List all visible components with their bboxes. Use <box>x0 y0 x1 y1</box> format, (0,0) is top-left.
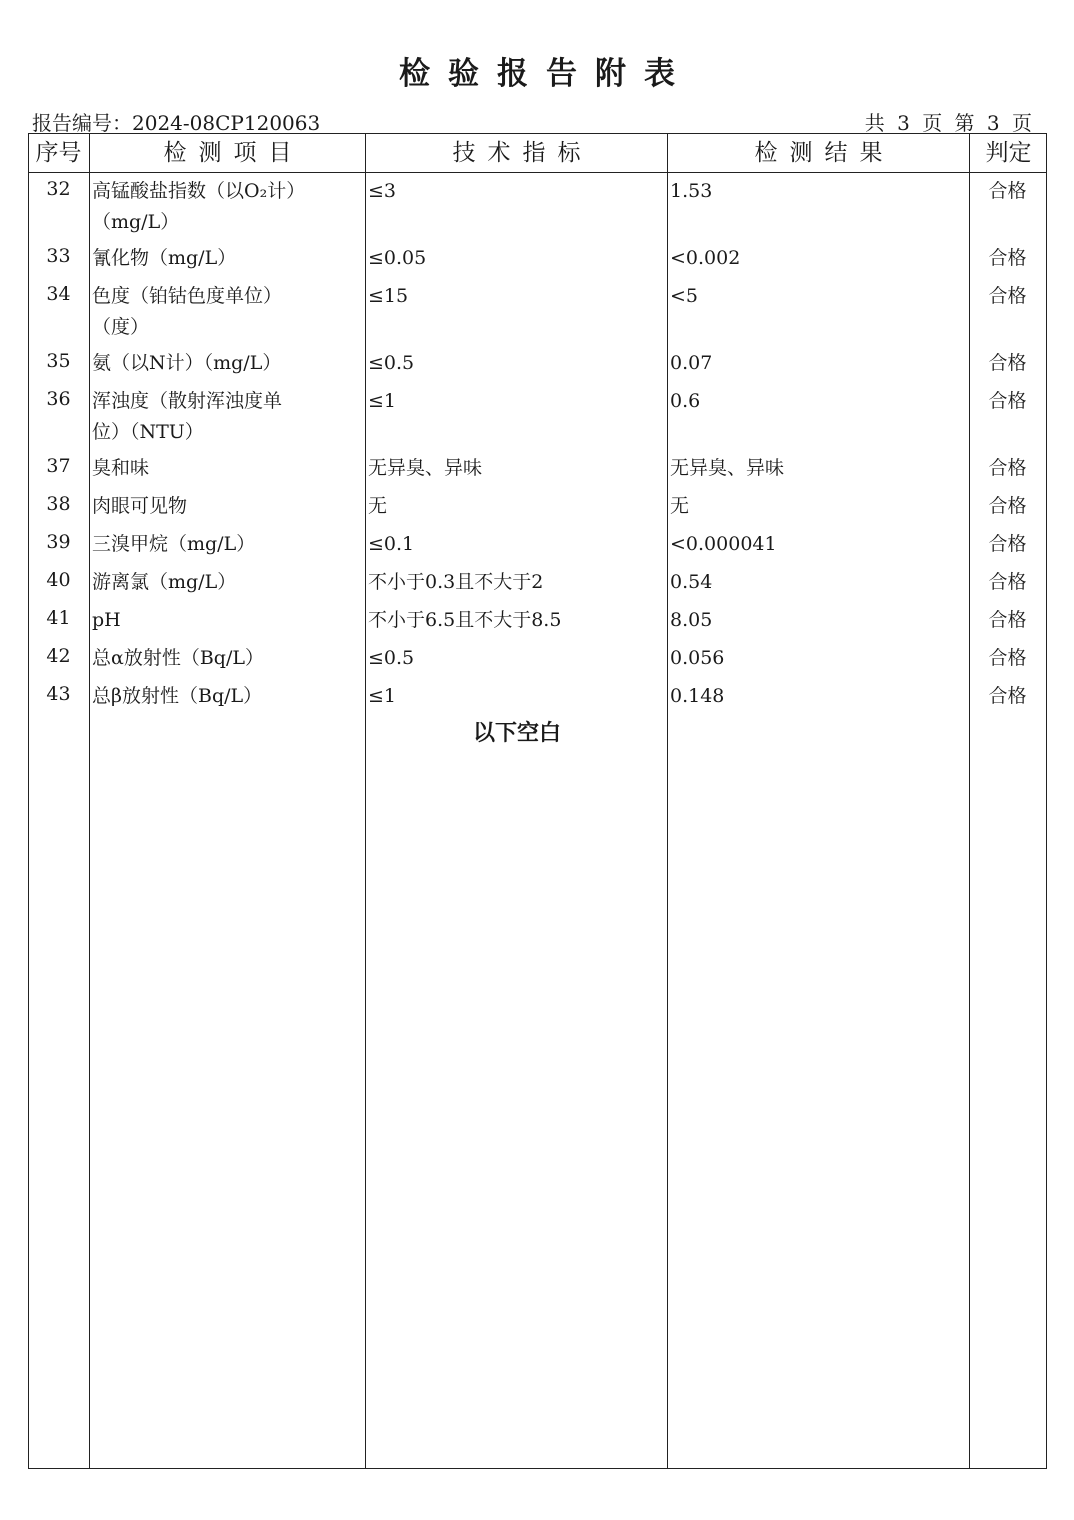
table-row <box>28 489 1047 527</box>
row-number: 35 <box>46 350 71 372</box>
test-item <box>92 643 362 674</box>
test-item <box>92 281 362 343</box>
table-row <box>28 603 1047 641</box>
test-item-line: 氨（以N计）（mg/L） <box>92 352 282 374</box>
judgement: 合格 <box>988 685 1027 707</box>
test-item-line: 色度（铂钴色度单位） <box>92 285 283 307</box>
result-value: 无异臭、异味 <box>670 457 785 479</box>
judgement: 合格 <box>988 285 1027 307</box>
standard-value: ≤1 <box>368 390 397 412</box>
row-number: 36 <box>46 388 71 410</box>
test-item-line: （mg/L） <box>92 211 180 233</box>
table-row <box>28 241 1047 279</box>
judgement: 合格 <box>988 495 1027 517</box>
test-item <box>92 681 362 712</box>
standard-value: 无 <box>368 495 388 517</box>
test-item <box>92 567 362 598</box>
standard-value: ≤15 <box>368 285 409 307</box>
row-number: 39 <box>46 531 71 553</box>
result-value: 1.53 <box>670 180 713 202</box>
table-row <box>28 641 1047 679</box>
row-number: 34 <box>46 283 71 305</box>
row-number: 42 <box>46 645 71 667</box>
header-standard: 技术指标 <box>452 140 593 166</box>
standard-value: ≤3 <box>368 180 397 202</box>
judgement: 合格 <box>988 533 1027 555</box>
judgement: 合格 <box>988 571 1027 593</box>
standard-value: 不小于0.3且不大于2 <box>368 571 544 593</box>
result-value: <0.002 <box>670 247 741 269</box>
blank-note: 以下空白 <box>472 721 561 746</box>
test-item <box>92 453 362 484</box>
test-item-line: 氰化物（mg/L） <box>92 247 237 269</box>
test-item <box>92 386 362 448</box>
test-item <box>92 243 362 274</box>
judgement: 合格 <box>988 609 1027 631</box>
result-value: 0.6 <box>670 390 701 412</box>
table-row <box>28 346 1047 384</box>
table-row <box>28 679 1047 717</box>
test-item <box>92 348 362 379</box>
row-number: 43 <box>46 683 71 705</box>
header-no: 序号 <box>35 140 82 166</box>
row-number: 40 <box>46 569 71 591</box>
table-row <box>28 451 1047 489</box>
result-value: 0.056 <box>670 647 725 669</box>
test-item-line: 位）（NTU） <box>92 421 204 443</box>
judgement: 合格 <box>988 457 1027 479</box>
standard-value: 无异臭、异味 <box>368 457 483 479</box>
standard-value: ≤1 <box>368 685 397 707</box>
result-value: 8.05 <box>670 609 713 631</box>
test-item-line: 肉眼可见物 <box>92 495 188 517</box>
page-indicator: 共 3 页 第 3 页 <box>864 111 1032 135</box>
page-title: 检验报告附表 <box>399 56 693 92</box>
test-item-line: 总α放射性（Bq/L） <box>92 647 264 669</box>
row-number: 33 <box>46 245 71 267</box>
table-row <box>28 174 1047 241</box>
table-row <box>28 565 1047 603</box>
test-item-line: 三溴甲烷（mg/L） <box>92 533 256 555</box>
test-item-line: 高锰酸盐指数（以O₂计） <box>92 180 306 202</box>
judgement: 合格 <box>988 390 1027 412</box>
test-item <box>92 491 362 522</box>
table-row <box>28 384 1047 451</box>
header-divider <box>28 172 1047 173</box>
standard-value: 不小于6.5且不大于8.5 <box>368 609 562 631</box>
table-body <box>28 174 1047 717</box>
judgement: 合格 <box>988 180 1027 202</box>
report-number: 报告编号：2024-08CP120063 <box>32 111 321 135</box>
test-item <box>92 529 362 560</box>
result-value: <0.000041 <box>670 533 777 555</box>
header-judge: 判定 <box>985 140 1032 166</box>
test-item <box>92 176 362 238</box>
table-row <box>28 527 1047 565</box>
test-item-line: pH <box>92 609 121 631</box>
test-item-line: 总β放射性（Bq/L） <box>92 685 263 707</box>
test-item-line: （度） <box>92 316 150 338</box>
judgement: 合格 <box>988 247 1027 269</box>
test-item-line: 浑浊度（散射浑浊度单 <box>92 390 283 412</box>
header-result: 检测结果 <box>754 140 895 166</box>
row-number: 32 <box>46 178 71 200</box>
standard-value: ≤0.1 <box>368 533 415 555</box>
standard-value: ≤0.05 <box>368 247 427 269</box>
result-value: 0.148 <box>670 685 725 707</box>
judgement: 合格 <box>988 647 1027 669</box>
result-value: 0.07 <box>670 352 713 374</box>
table-row <box>28 279 1047 346</box>
row-number: 38 <box>46 493 71 515</box>
header-item: 检测项目 <box>163 140 304 166</box>
row-number: 41 <box>46 607 71 629</box>
judgement: 合格 <box>988 352 1027 374</box>
test-item-line: 游离氯（mg/L） <box>92 571 237 593</box>
standard-value: ≤0.5 <box>368 647 415 669</box>
result-value: 0.54 <box>670 571 713 593</box>
standard-value: ≤0.5 <box>368 352 415 374</box>
test-item-line: 臭和味 <box>92 457 150 479</box>
result-value: <5 <box>670 285 699 307</box>
result-value: 无 <box>670 495 690 517</box>
test-item <box>92 605 362 636</box>
row-number: 37 <box>46 455 71 477</box>
